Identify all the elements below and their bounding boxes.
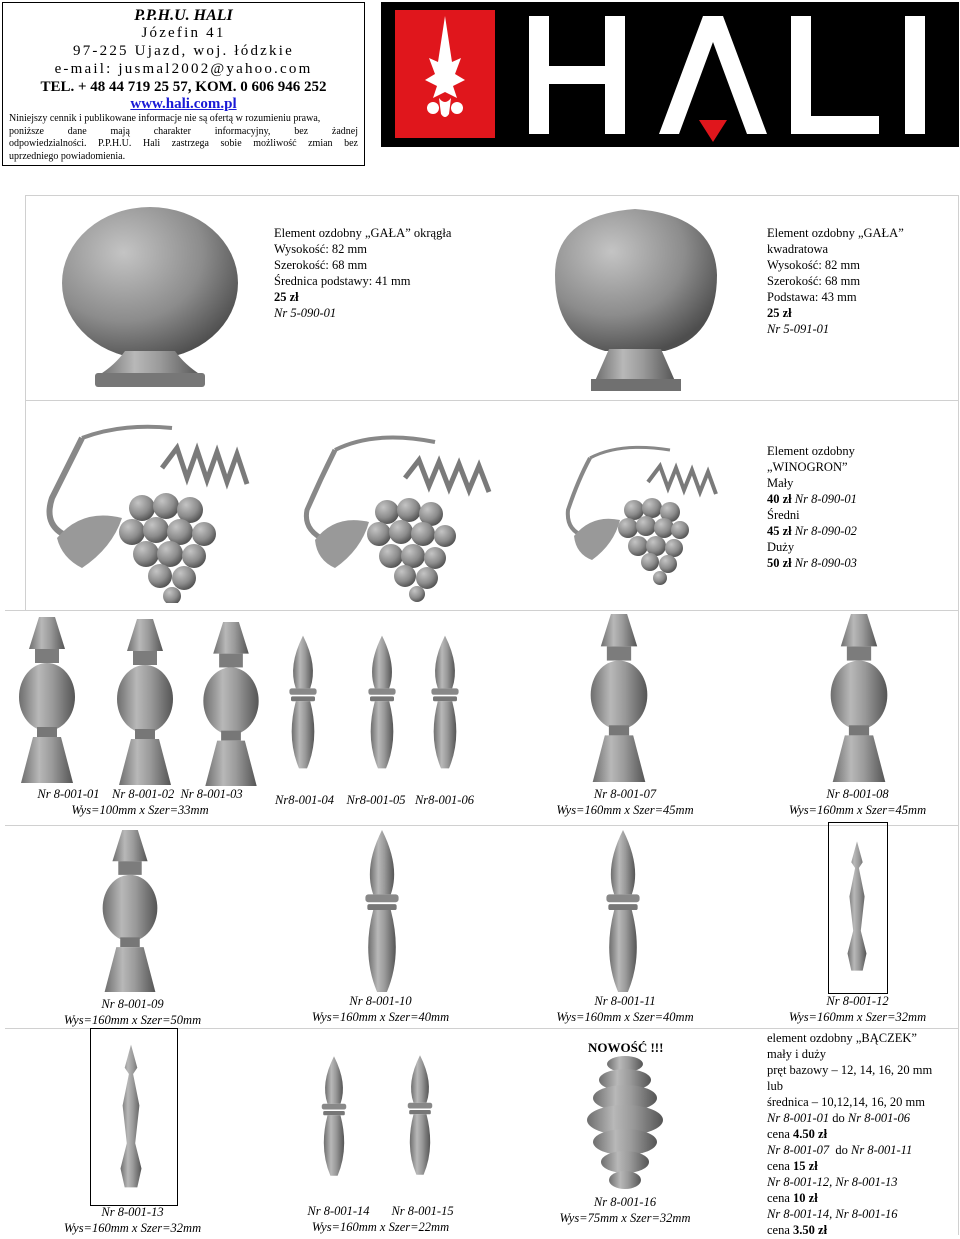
grid-line xyxy=(5,610,958,611)
baczek-description xyxy=(767,1030,957,1238)
caption-dimensions: Wys=160mm x Szer=45mm xyxy=(556,803,694,817)
gala-round-line: Średnica podstawy: 41 mm xyxy=(274,274,411,288)
finial-8-001-06-photo xyxy=(425,622,465,782)
finial-8-001-10-photo xyxy=(352,828,412,994)
grid-line xyxy=(25,195,958,196)
gala-square-number: Nr 5-091-01 xyxy=(767,322,830,336)
price-label: cena xyxy=(767,1127,790,1141)
disclaimer-line: uprzedniego powiadomienia. xyxy=(9,150,126,162)
winogron-medium-price: 45 zł xyxy=(767,524,792,538)
baczek-line: średnica – 10,12,14, 16, 20 mm xyxy=(767,1095,925,1109)
caption-number: Nr8-001-06 xyxy=(414,793,474,807)
winogron-small-row xyxy=(767,491,952,507)
winogron-medium-number: Nr 8-090-02 xyxy=(794,524,857,538)
baczek-range-3: Nr 8-001-12, Nr 8-001-13 xyxy=(767,1175,898,1189)
baczek-line: mały i duży xyxy=(767,1047,827,1061)
gala-square-line: kwadratowa xyxy=(767,242,829,256)
range-to: Nr 8-001-06 xyxy=(847,1111,911,1125)
winogron-large-price: 50 zł xyxy=(767,556,792,570)
company-header xyxy=(2,2,365,166)
gala-round-photo xyxy=(55,205,245,395)
caption-dimensions: Wys=160mm x Szer=32mm xyxy=(63,1221,202,1235)
gala-square-line: Element ozdobny „GAŁA” xyxy=(767,226,904,240)
caption-dimensions: Wys=160mm x Szer=32mm xyxy=(788,1010,927,1024)
finial-8-001-12-photo xyxy=(838,836,876,976)
winogron-description xyxy=(767,443,952,571)
range-do: do xyxy=(832,1111,845,1125)
gala-square-line: Podstawa: 43 mm xyxy=(767,290,857,304)
range-from: Nr 8-001-01 xyxy=(767,1111,830,1125)
baczek-line: pręt bazowy – 12, 14, 16, 20 mm xyxy=(767,1063,933,1077)
caption-dimensions: Wys=160mm x Szer=50mm xyxy=(63,1013,202,1027)
baczek-line: lub xyxy=(767,1079,783,1093)
winogron-large-label: Duży xyxy=(767,540,795,554)
winogron-name: „WINOGRON” xyxy=(767,460,848,474)
winogron-medium-label: Średni xyxy=(767,508,800,522)
caption-number: Nr 8-001-14 xyxy=(307,1204,370,1218)
company-phone: TEL. + 48 44 719 25 57, KOM. 0 606 946 252 xyxy=(40,79,327,95)
caption-number: Nr 8-001-15 xyxy=(391,1204,454,1218)
gala-square-line: Wysokość: 82 mm xyxy=(767,258,860,272)
caption-dimensions: Wys=100mm x Szer=33mm xyxy=(71,803,209,817)
winogron-medium-row xyxy=(767,523,952,539)
baczek-line: element ozdobny „BĄCZEK” xyxy=(767,1031,917,1045)
winogron-large-photo xyxy=(42,418,272,603)
gala-square-description xyxy=(767,225,952,337)
caption-8-001-10 xyxy=(258,993,503,1025)
price-value: 3.50 zł xyxy=(793,1223,828,1237)
caption-number: Nr 8-001-10 xyxy=(349,994,412,1008)
disclaimer-line: Niniejszy cennik i publikowane informacje nie są ofertą w rozumieniu prawa, xyxy=(9,113,321,124)
caption-dimensions: Wys=75mm x Szer=32mm xyxy=(559,1211,691,1225)
finial-8-001-13-photo xyxy=(110,1040,152,1192)
caption-8-001-01-03 xyxy=(5,786,275,818)
caption-8-001-09 xyxy=(10,996,255,1028)
gala-square-line: Szerokość: 68 mm xyxy=(767,274,861,288)
range-do: do xyxy=(835,1143,848,1157)
finial-8-001-02-photo xyxy=(112,617,178,787)
hali-logo xyxy=(381,2,959,147)
winogron-title: Element ozdobny xyxy=(767,444,855,458)
hali-logo-mark xyxy=(381,2,959,147)
gala-round-line: Szerokość: 68 mm xyxy=(274,258,368,272)
company-street: Józefin 41 xyxy=(141,25,226,41)
price-value: 4.50 zł xyxy=(793,1127,828,1141)
caption-8-001-12 xyxy=(740,993,960,1025)
gala-square-photo xyxy=(535,205,735,395)
finial-8-001-01-photo xyxy=(12,615,82,785)
caption-number: Nr 8-001-03 xyxy=(180,787,243,801)
caption-8-001-04-06 xyxy=(275,792,505,808)
gala-round-line: Wysokość: 82 mm xyxy=(274,242,367,256)
winogron-small-price: 40 zł xyxy=(767,492,792,506)
new-badge: NOWOŚĆ !!! xyxy=(588,1040,664,1055)
gala-round-description xyxy=(274,225,484,321)
winogron-large-number: Nr 8-090-03 xyxy=(794,556,857,570)
range-to: Nr 8-001-11 xyxy=(851,1143,913,1157)
finial-8-001-05-photo xyxy=(362,622,402,782)
caption-dimensions: Wys=160mm x Szer=40mm xyxy=(556,1010,694,1024)
caption-dimensions: Wys=160mm x Szer=40mm xyxy=(311,1010,450,1024)
caption-dimensions: Wys=160mm x Szer=45mm xyxy=(788,803,927,817)
range-from: Nr 8-001-07 xyxy=(767,1143,830,1157)
caption-number: Nr8-001-04 xyxy=(275,793,335,807)
disclaimer xyxy=(3,113,364,163)
baczek-range-2 xyxy=(767,1142,957,1158)
gala-round-number: Nr 5-090-01 xyxy=(274,306,337,320)
grid-line xyxy=(25,400,958,401)
company-city: 97-225 Ujazd, woj. łódzkie xyxy=(73,43,294,59)
grid-line xyxy=(5,825,958,826)
caption-number: Nr 8-001-01 xyxy=(37,787,100,801)
caption-8-001-13 xyxy=(10,1204,255,1236)
grid-line xyxy=(958,195,959,1235)
caption-number: Nr 8-001-08 xyxy=(826,787,889,801)
caption-8-001-08 xyxy=(740,786,960,818)
price-label: cena xyxy=(767,1191,790,1205)
price-value: 15 zł xyxy=(793,1159,818,1173)
caption-8-001-11 xyxy=(505,993,745,1025)
winogron-small-label: Mały xyxy=(767,476,794,490)
disclaimer-line: poniższe dane mają charakter informacyjny, bez żadnej xyxy=(9,125,358,137)
caption-number: Nr 8-001-13 xyxy=(101,1205,164,1219)
baczek-price-2 xyxy=(767,1158,957,1174)
finial-8-001-04-photo xyxy=(283,622,323,782)
finial-8-001-15-photo xyxy=(402,1030,438,1200)
winogron-large-row xyxy=(767,555,952,571)
caption-number: Nr 8-001-11 xyxy=(594,994,656,1008)
company-name: P.P.H.U. HALI xyxy=(134,7,233,24)
caption-8-001-16 xyxy=(505,1194,745,1226)
baczek-range-4: Nr 8-001-14, Nr 8-001-16 xyxy=(767,1207,898,1221)
baczek-price-3 xyxy=(767,1190,957,1206)
baczek-price-1 xyxy=(767,1126,957,1142)
finial-8-001-08-photo xyxy=(820,612,898,784)
winogron-small-number: Nr 8-090-01 xyxy=(794,492,857,506)
finial-8-001-14-photo xyxy=(316,1032,352,1200)
price-value: 10 zł xyxy=(793,1191,818,1205)
price-label: cena xyxy=(767,1223,790,1237)
caption-number: Nr 8-001-09 xyxy=(101,997,164,1011)
company-website-link[interactable]: www.hali.com.pl xyxy=(130,96,237,112)
gala-round-line: Element ozdobny „GAŁA” okrągła xyxy=(274,226,452,240)
caption-number: Nr 8-001-02 xyxy=(112,787,175,801)
winogron-small-photo xyxy=(560,440,735,605)
gala-round-price: 25 zł xyxy=(274,290,299,304)
disclaimer-line: odpowiedzialności. P.P.H.U. Hali zastrzega sobie możliwość zmian bez xyxy=(9,138,358,149)
caption-number: Nr 8-001-16 xyxy=(593,1195,657,1209)
winogron-medium-photo xyxy=(295,430,510,605)
caption-number: Nr8-001-05 xyxy=(346,793,406,807)
finial-8-001-16-photo xyxy=(585,1054,665,1194)
caption-8-001-07 xyxy=(505,786,745,818)
finial-8-001-07-photo xyxy=(578,612,660,784)
baczek-price-4 xyxy=(767,1222,957,1238)
caption-dimensions: Wys=160mm x Szer=22mm xyxy=(311,1220,450,1234)
finial-8-001-03-photo xyxy=(200,620,262,788)
gala-square-price: 25 zł xyxy=(767,306,792,320)
caption-number: Nr 8-001-12 xyxy=(826,994,889,1008)
caption-8-001-14-15 xyxy=(258,1203,503,1235)
baczek-range-1 xyxy=(767,1110,957,1126)
company-email[interactable]: e-mail: jusmal2002@yahoo.com xyxy=(54,61,313,77)
finial-8-001-11-photo xyxy=(593,828,653,994)
caption-number: Nr 8-001-07 xyxy=(593,787,657,801)
price-label: cena xyxy=(767,1159,790,1173)
grid-line xyxy=(25,195,26,610)
finial-8-001-09-photo xyxy=(98,828,162,994)
